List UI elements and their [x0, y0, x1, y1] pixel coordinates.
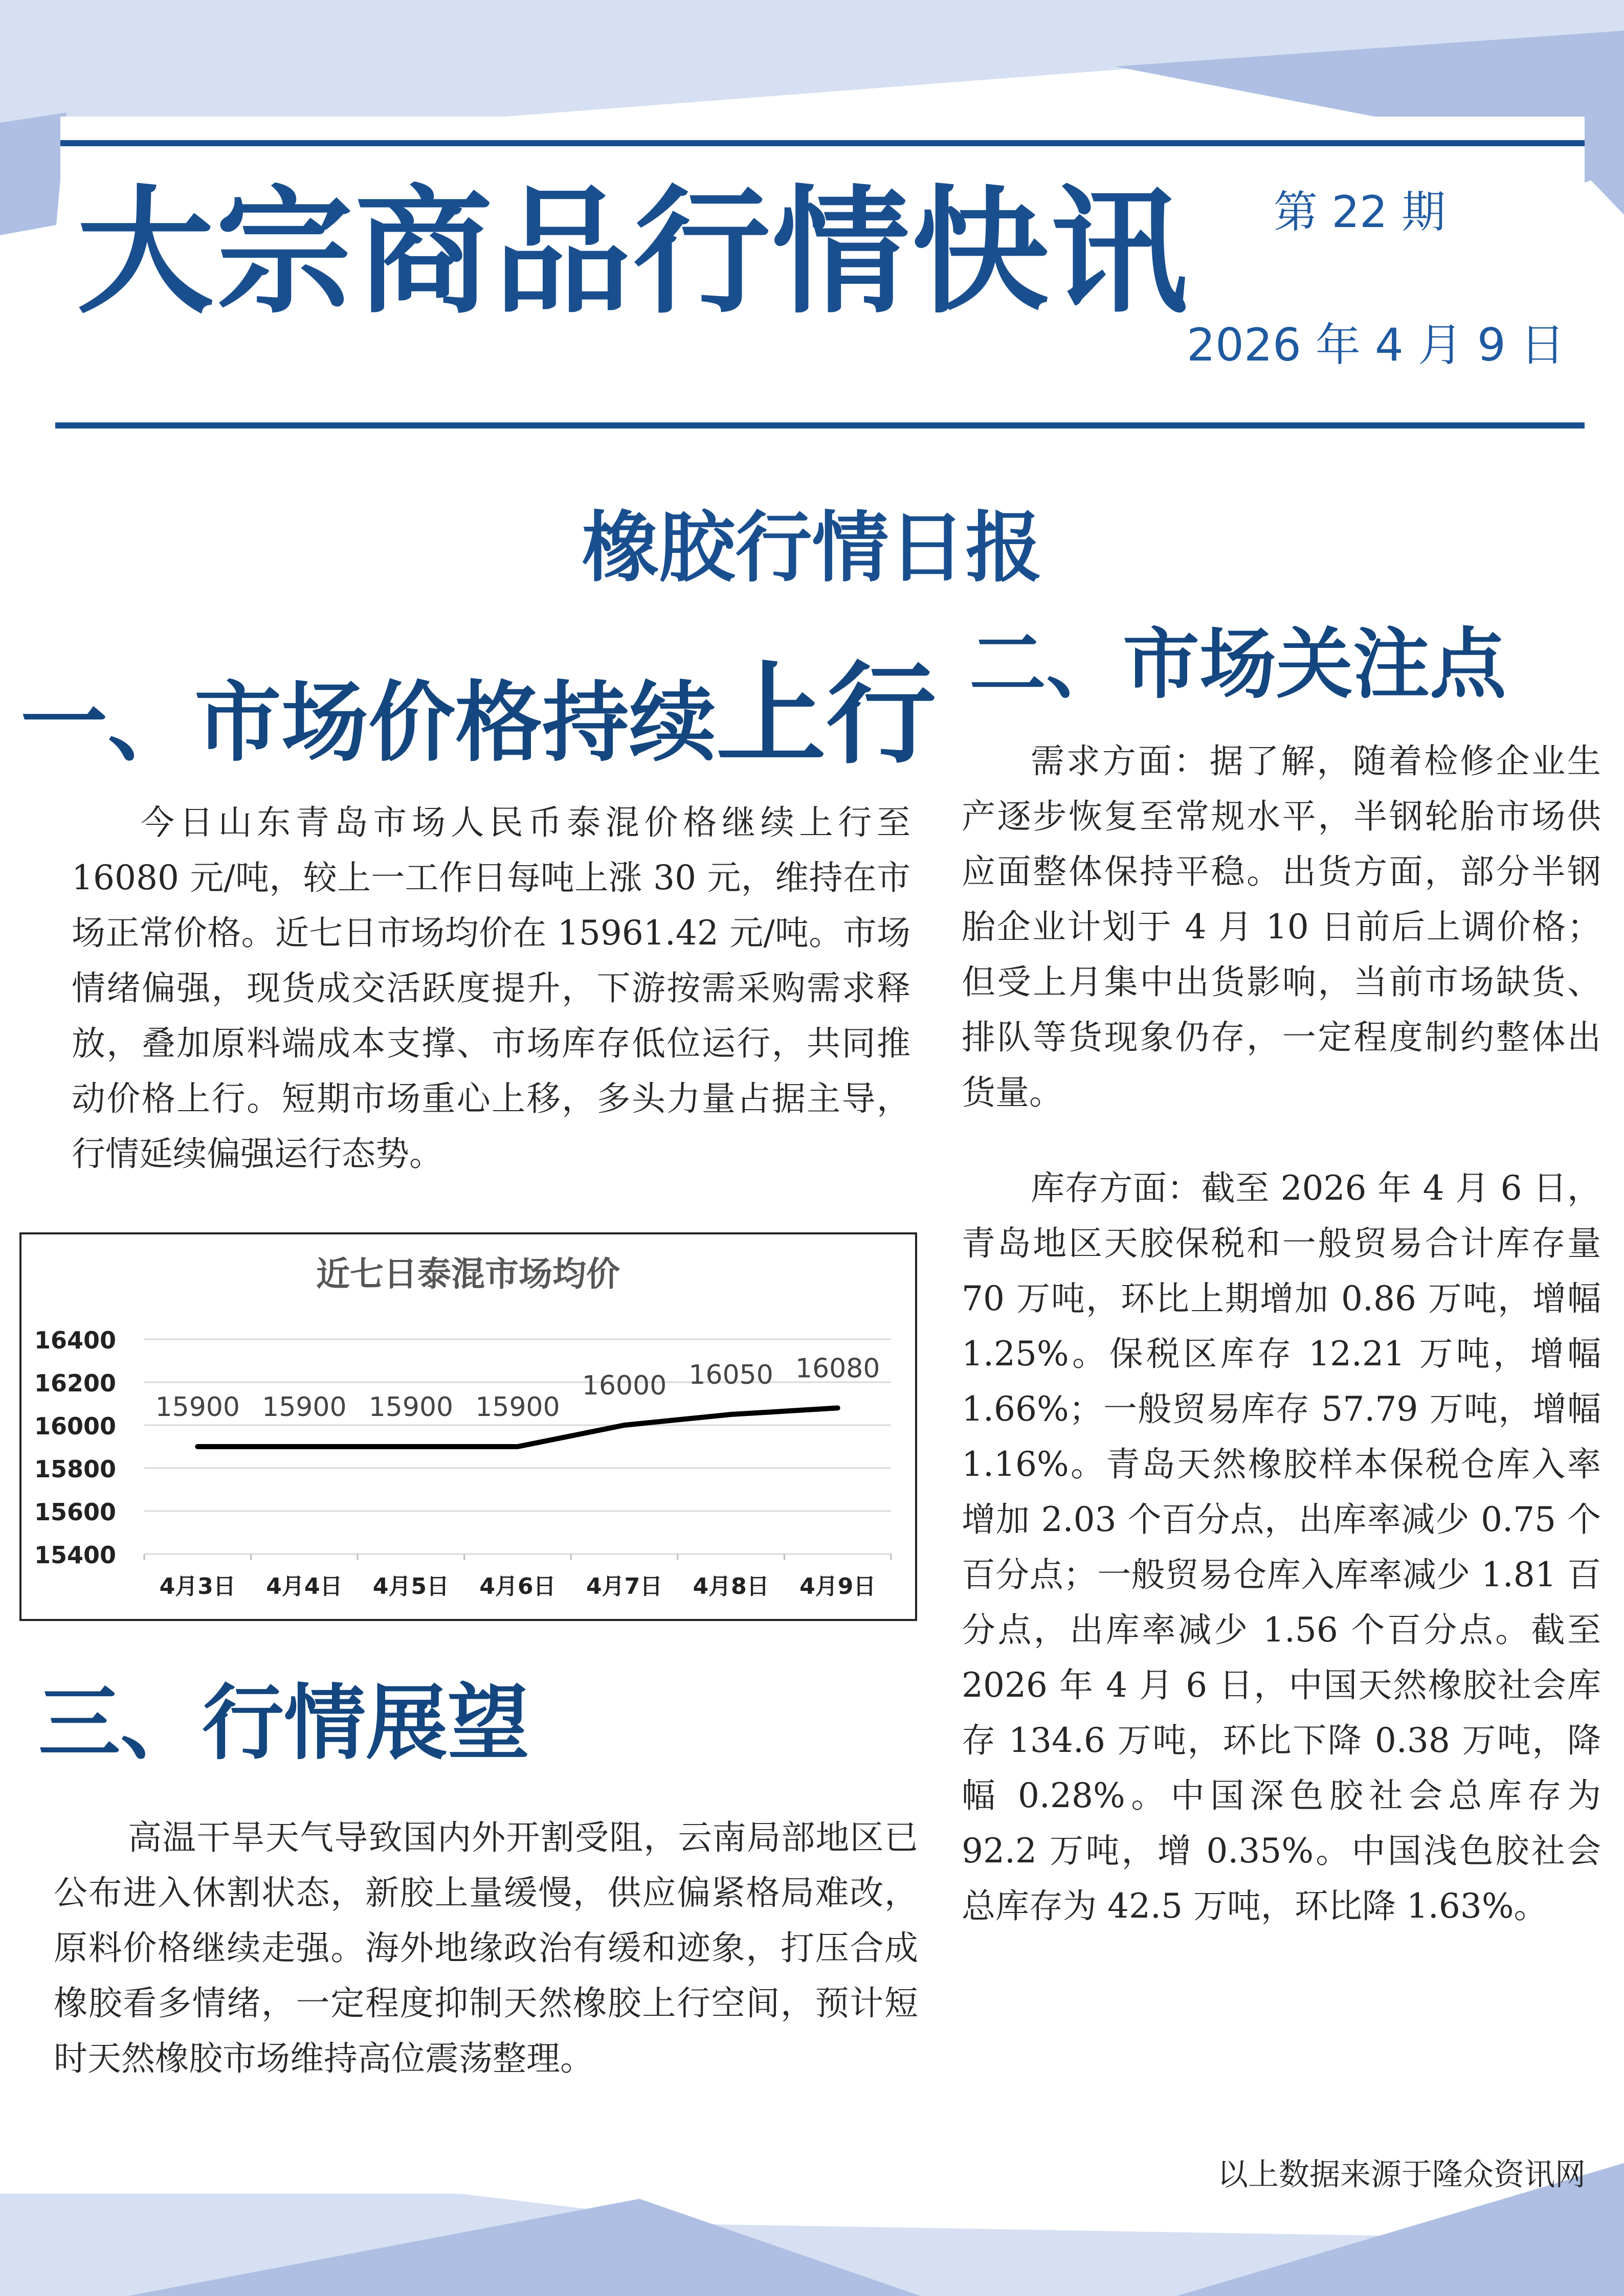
chart-y-axis: [34, 1326, 116, 1569]
x-tick-label: 4月3日: [159, 1573, 236, 1600]
x-tick-label: 4月6日: [479, 1573, 556, 1600]
section2-demand-paragraph: 需求方面：据了解，随着检修企业生产逐步恢复至常规水平，半钢轮胎市场供应面整体保持平稳。出货方面，部分半钢胎企业计划于 4 月 10 日前后上调价格；但受上月集中出货影响，当前市场缺货、排队等货现象仍存，一定程度制约整体出货量。: [962, 741, 1601, 1112]
data-label: 15900: [262, 1392, 347, 1423]
source-note: 以上数据来源于隆众资讯网: [1217, 2157, 1586, 2193]
x-tick-label: 4月8日: [693, 1573, 769, 1600]
data-label: 15900: [475, 1392, 560, 1423]
data-label: 15900: [368, 1392, 454, 1423]
chart-x-axis: [144, 1554, 891, 1600]
x-tick-label: 4月7日: [586, 1573, 663, 1600]
report-title: 橡胶行情日报: [582, 504, 1042, 593]
chart-title: 近七日泰混市场均价: [316, 1254, 620, 1294]
rule-top: [60, 140, 1585, 146]
data-point: [624, 1424, 626, 1426]
section1-heading: [20, 650, 937, 779]
data-label: 16050: [688, 1360, 773, 1390]
masthead-title: 大宗商品行情快讯: [77, 173, 1190, 332]
issue-number: 第 22 期: [1274, 187, 1446, 238]
data-label: 15900: [155, 1392, 240, 1423]
section1-heading-text: 一、市场价格持续: [20, 672, 717, 774]
left-band: [0, 112, 66, 235]
x-tick-label: 4月9日: [799, 1573, 876, 1600]
section3-heading: 三、行情展望: [38, 1675, 530, 1771]
price-chart: [19, 1232, 917, 1621]
data-point: [410, 1446, 412, 1448]
y-tick-label: 15800: [34, 1455, 116, 1483]
x-tick-label: 4月5日: [372, 1573, 450, 1600]
y-tick-label: 15600: [34, 1498, 116, 1526]
data-point: [517, 1446, 519, 1448]
data-point: [730, 1413, 732, 1415]
section2-heading: 二、市场关注点: [969, 620, 1507, 709]
y-tick-label: 16000: [34, 1412, 116, 1440]
x-tick-label: 4月4日: [266, 1573, 343, 1600]
data-point: [837, 1407, 839, 1409]
issue-date: 2026 年 4 月 9 日: [1187, 319, 1565, 371]
rule-bottom: [55, 422, 1585, 429]
section1-heading-emphasis: 上行: [716, 650, 937, 779]
data-label: 16080: [795, 1353, 880, 1384]
section1-paragraph: 今日山东青岛市场人民币泰混价格继续上行至16080 元/吨，较上一工作日每吨上涨 30 元，维持在市场正常价格。近七日市场均价在 15961.42 元/吨。市场情绪偏强，现货成交活跃度提升，下游按需采购需求释放，叠加原料端成本支撑、市场库存低位运行，共同推动价格上行。短期市场重心上移，多头力量占据主导，行情延续偏强运行态势。: [72, 803, 910, 1174]
data-label: 16000: [582, 1370, 667, 1401]
y-tick-label: 15400: [34, 1541, 116, 1569]
y-tick-label: 16400: [34, 1326, 116, 1354]
data-point: [196, 1446, 198, 1448]
price-chart-svg: [21, 1234, 915, 1619]
section2-inventory-paragraph: 库存方面：截至 2026 年 4 月 6 日，青岛地区天胶保税和一般贸易合计库存量 70 万吨，环比上期增加 0.86 万吨，增幅 1.25%。保税区库存 12.21 万吨，增幅 1.66%；一般贸易库存 57.79 万吨，增幅 1.16%。青岛天然橡胶样本保税仓库入率增加 2.03 个百分点，出库率减少 0.75 个百分点；一般贸易仓库入库率减少 1.81 百分点，出库率减少 1.56 个百分点。截至 2026 年 4 月 6 日，中国天然橡胶社会库存 134.6 万吨，环比下降 0.38 万吨，降幅 0.28%。中国深色胶社会总库存为 92.2 万吨，增 0.35%。中国浅色胶社会总库存为 42.5 万吨，环比降 1.63%。: [962, 1168, 1601, 1926]
section3-paragraph: 高温干旱天气导致国内外开割受阻，云南局部地区已公布进入休割状态，新胶上量缓慢，供应偏紧格局难改，原料价格继续走强。海外地缘政治有缓和迹象，打压合成橡胶看多情绪，一定程度抑制天然橡胶上行空间，预计短时天然橡胶市场维持高位震荡整理。: [54, 1818, 918, 2078]
y-tick-label: 16200: [34, 1369, 116, 1397]
data-point: [303, 1446, 305, 1448]
